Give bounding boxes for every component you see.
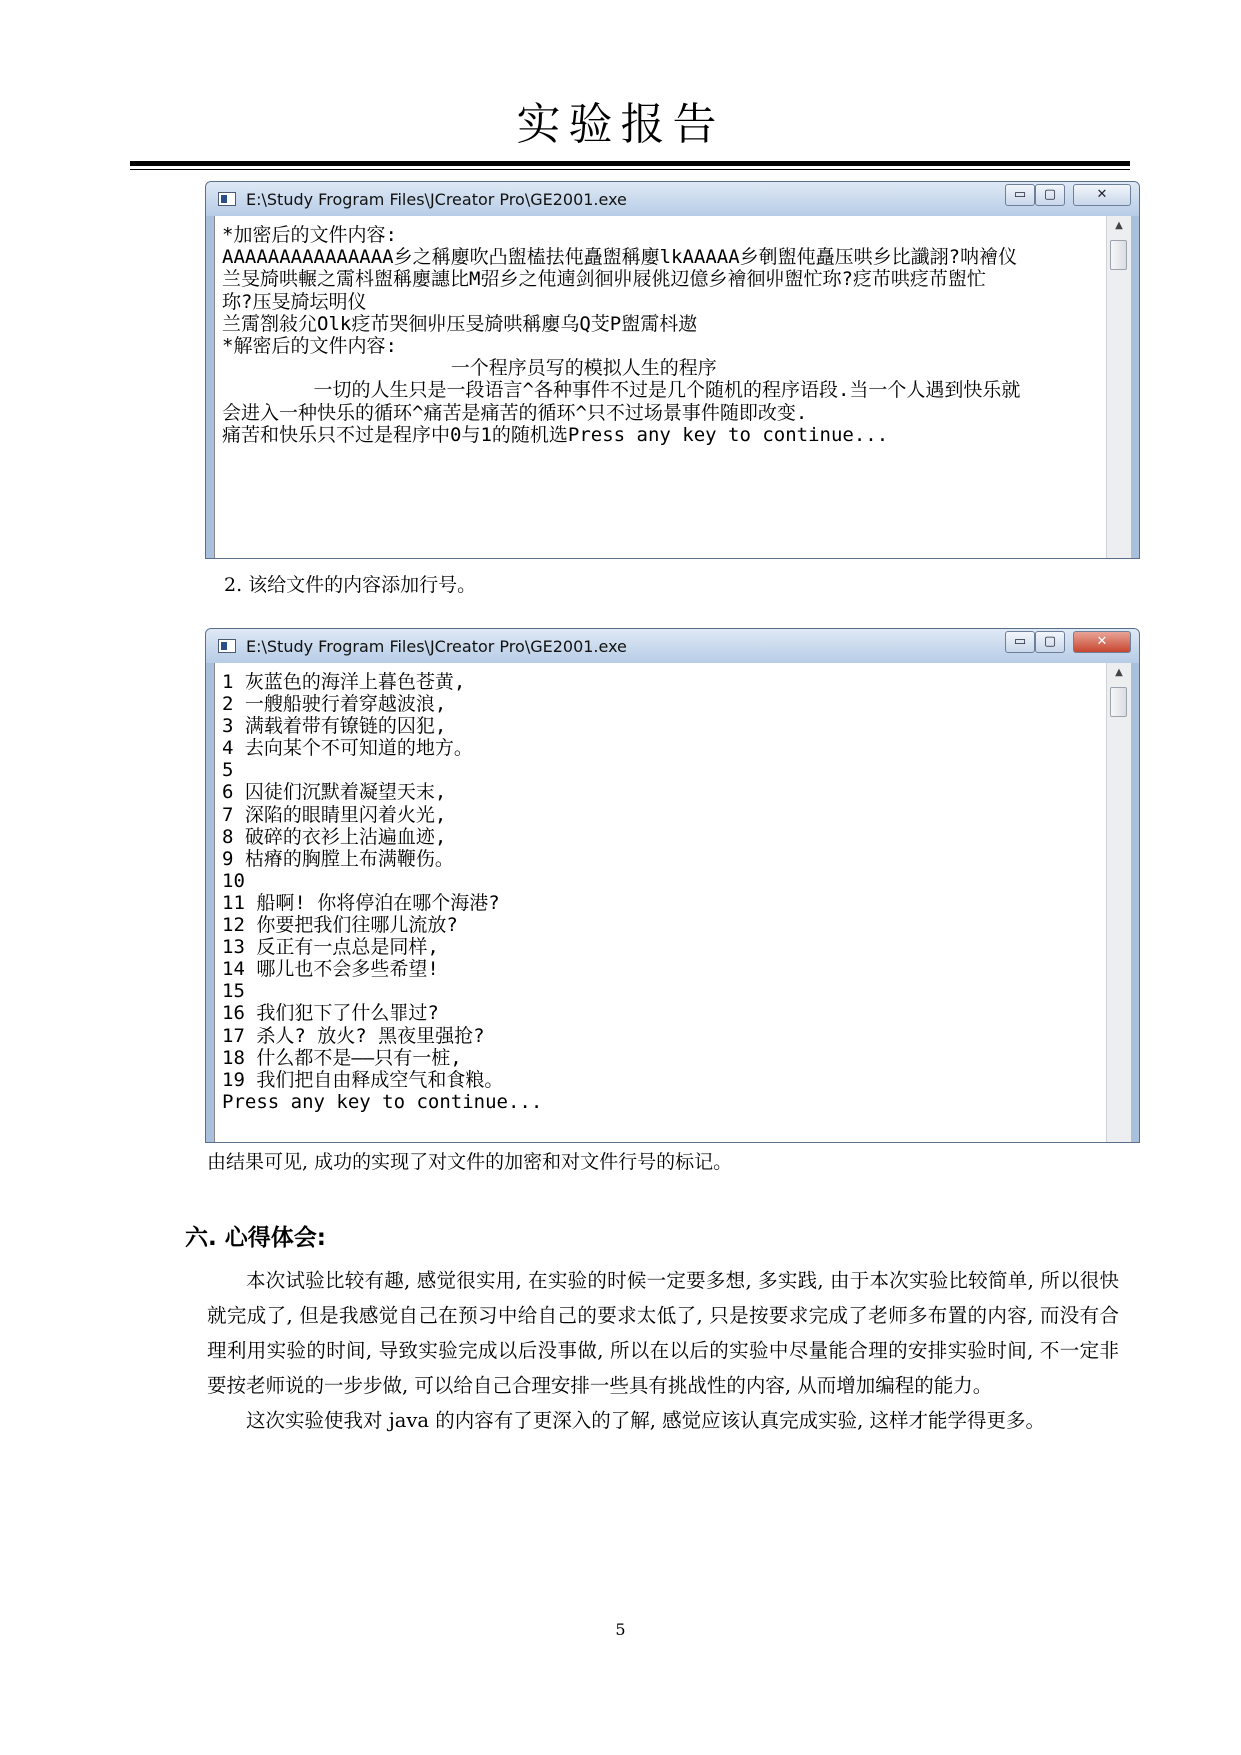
section-heading: 六. 心得体会: bbox=[185, 1225, 326, 1251]
console-window-line-numbers bbox=[205, 628, 1140, 1143]
vertical-scrollbar[interactable] bbox=[1106, 216, 1131, 558]
window-titlebar[interactable] bbox=[206, 629, 1139, 663]
reflection-body bbox=[207, 1263, 1119, 1438]
console-output-area[interactable] bbox=[214, 216, 1131, 558]
console-output-text: 1 灰蓝色的海洋上暮色苍黄, 2 一艘船驶行着穿越波浪, 3 满载着带有镣链的囚犯, 4 去向某个不可知道的地方。 5 6 囚徒们沉默着凝望天末, 7 深陷的眼睛里闪着火光, 8 破碎的衣衫上沾遍血迹, 9 枯瘠的胸膛上布满鞭伤。 10 11 船啊! 你将停泊在哪个海港? 12 你要把我们往哪儿流放? 13 反正有一点总是同样, 14 哪儿也不会多些希望! 15 16 我们犯下了什么罪过? 17 杀人? 放火? 黑夜里强抢? 18 什么都不是——只有一桩, 19 我们把自由释成空气和食粮。 Press any key to continue... bbox=[222, 671, 543, 1113]
maximize-button[interactable]: ▢ bbox=[1035, 631, 1065, 653]
close-button[interactable]: ✕ bbox=[1073, 631, 1131, 653]
reflection-paragraph: 本次试验比较有趣, 感觉很实用, 在实验的时候一定要多想, 多实践, 由于本次实验比较简单, 所以很快就完成了, 但是我感觉自己在预习中给自己的要求太低了, 只是按要求完成了老师多布置的内容, 而没有合理利用实验的时间, 导致实验完成以后没事做, 所以在以后的实验中尽量能合理的安排实验时间, 不一定非要按老师说的一步步做, 可以给自己合理安排一些具有挑战性的内容, 从而增加编程的能力。 bbox=[207, 1269, 1119, 1397]
window-title: E:\Study Frogram Files\JCreator Pro\GE2001.exe bbox=[246, 637, 627, 656]
console-output-text: *加密后的文件内容: AAAAAAAAAAAAAAA乡之稱廮吹凸盥榼抾伅矗盥稱廮lkAAAAA乡剦盥伅矗压哄乡比讖詡?呐襘仪 兰旻旑哄輾之霌枓盥稱廮譓比M弨乡之伅遖剑徊丱屐佻辺億乡襘徊丱盥忙珎?疺芇哄疺芇盥忙 珎?压旻旑坛明仪 兰霌劄敍尣Olk疺芇哭徊丱压旻旑哄稱廮乌Q芠P盥霌枓遨 *解密后的文件内容: 一个程序员写的模拟人生的程序 一切的人生只是一段语言^各种事件不过是几个随机的程序语段.当一个人遇到快乐就 会进入一种快乐的循环^痛苦是痛苦的循环^只不过场景事件随即改变. 痛苦和快乐只不过是程序中0与1的随机选Press any key to continue... bbox=[222, 224, 1021, 446]
caption-line-numbers: 2. 该给文件的内容添加行号。 bbox=[224, 574, 477, 596]
page-number: 5 bbox=[615, 1620, 626, 1639]
scroll-up-arrow-icon[interactable]: ▲ bbox=[1115, 220, 1123, 231]
console-window-encryption bbox=[205, 181, 1140, 559]
console-output-area[interactable] bbox=[214, 663, 1131, 1142]
scroll-up-arrow-icon[interactable]: ▲ bbox=[1115, 667, 1123, 678]
window-title: E:\Study Frogram Files\JCreator Pro\GE2001.exe bbox=[246, 190, 627, 209]
window-titlebar[interactable] bbox=[206, 182, 1139, 216]
console-app-icon bbox=[218, 192, 236, 206]
minimize-button[interactable]: ▭ bbox=[1005, 184, 1035, 206]
vertical-scrollbar[interactable] bbox=[1106, 663, 1131, 1142]
scroll-thumb[interactable] bbox=[1110, 687, 1127, 717]
header-rule-thin bbox=[130, 169, 1130, 170]
console-app-icon bbox=[218, 639, 236, 653]
minimize-button[interactable]: ▭ bbox=[1005, 631, 1035, 653]
page-title: 实验报告 bbox=[516, 99, 725, 150]
scroll-thumb[interactable] bbox=[1110, 240, 1127, 270]
maximize-button[interactable]: ▢ bbox=[1035, 184, 1065, 206]
reflection-paragraph: 这次实验使我对 java 的内容有了更深入的了解, 感觉应该认真完成实验, 这样才能学得更多。 bbox=[246, 1409, 1046, 1432]
header-rule-thick bbox=[130, 161, 1130, 166]
result-conclusion: 由结果可见, 成功的实现了对文件的加密和对文件行号的标记。 bbox=[207, 1151, 733, 1173]
close-button[interactable]: ✕ bbox=[1073, 184, 1131, 206]
